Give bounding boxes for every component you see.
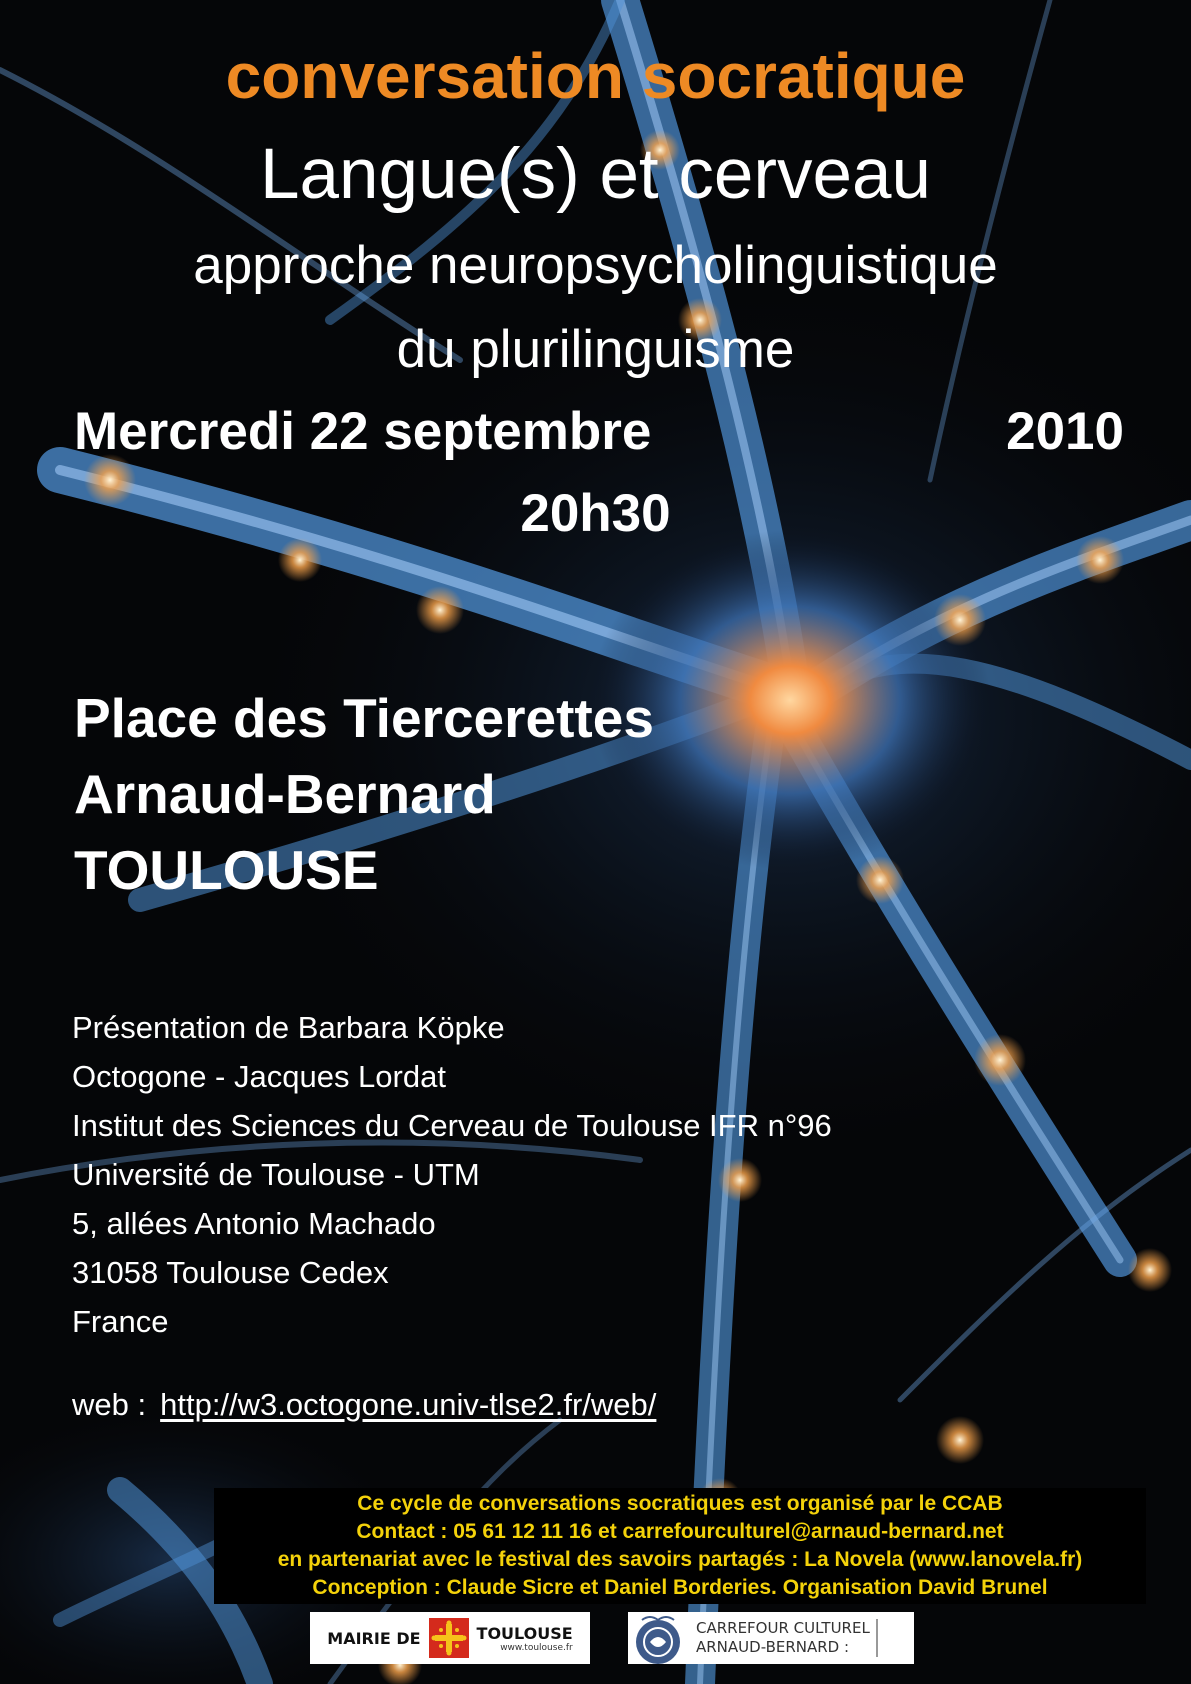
presenter-line: Université de Toulouse - UTM <box>72 1157 480 1192</box>
ccab-logo-line-1: CARREFOUR CULTUREL <box>696 1619 870 1637</box>
venue-line: Arnaud-Bernard <box>74 763 496 825</box>
presenter-line: France <box>72 1304 169 1339</box>
presenter-line: Institut des Sciences du Cerveau de Toulouse IFR n°96 <box>72 1108 832 1143</box>
presenter-line: 31058 Toulouse Cedex <box>72 1255 389 1290</box>
mairie-logo-right: TOULOUSE <box>476 1623 573 1643</box>
mairie-logo-right-block <box>477 1624 573 1653</box>
venue-line: Place des Tiercerettes <box>74 687 654 749</box>
mairie-logo-url: www.toulouse.fr <box>500 1642 573 1653</box>
event-date-year: 2010 <box>1006 402 1124 461</box>
event-date <box>74 400 1124 464</box>
event-title: Langue(s) et cerveau <box>260 135 931 214</box>
venue-line: TOULOUSE <box>74 839 379 901</box>
web-label: web : <box>72 1387 147 1422</box>
footer-credits <box>210 1490 1150 1602</box>
web-line <box>72 1385 656 1425</box>
ccab-logo-line-2: ARNAUD-BERNARD : <box>696 1638 850 1656</box>
presenter-line: Présentation de Barbara Köpke <box>72 1010 505 1045</box>
event-series: conversation socratique <box>225 40 966 112</box>
event-subtitle-line-2: du plurilinguisme <box>396 320 795 379</box>
event-time: 20h30 <box>520 484 671 543</box>
ccab-logo <box>628 1612 914 1664</box>
mairie-logo-left: MAIRIE DE <box>327 1628 421 1648</box>
web-link[interactable]: http://w3.octogone.univ-tlse2.fr/web/ <box>160 1387 657 1422</box>
footer-line: Contact : 05 61 12 11 16 et carrefourculturel@arnaud-bernard.net <box>356 1520 1004 1543</box>
occitan-cross-icon <box>429 1618 469 1658</box>
presenter-line: Octogone - Jacques Lordat <box>72 1059 446 1094</box>
presenter-info <box>72 1003 832 1346</box>
venue <box>74 680 654 908</box>
footer-line: Ce cycle de conversations socratiques est organisé par le CCAB <box>357 1492 1003 1515</box>
event-subtitle-line-1: approche neuropsycholinguistique <box>193 236 998 295</box>
footer-line: en partenariat avec le festival des savoirs partagés : La Novela (www.lanovela.fr) <box>277 1548 1083 1571</box>
mairie-logo <box>310 1612 590 1664</box>
ccab-emblem-icon <box>628 1612 688 1664</box>
ccab-logo-text <box>696 1619 878 1657</box>
presenter-line: 5, allées Antonio Machado <box>72 1206 436 1241</box>
footer-line: Conception : Claude Sicre et Daniel Borderies. Organisation David Brunel <box>312 1576 1048 1599</box>
event-date-day: Mercredi 22 septembre <box>74 402 652 461</box>
